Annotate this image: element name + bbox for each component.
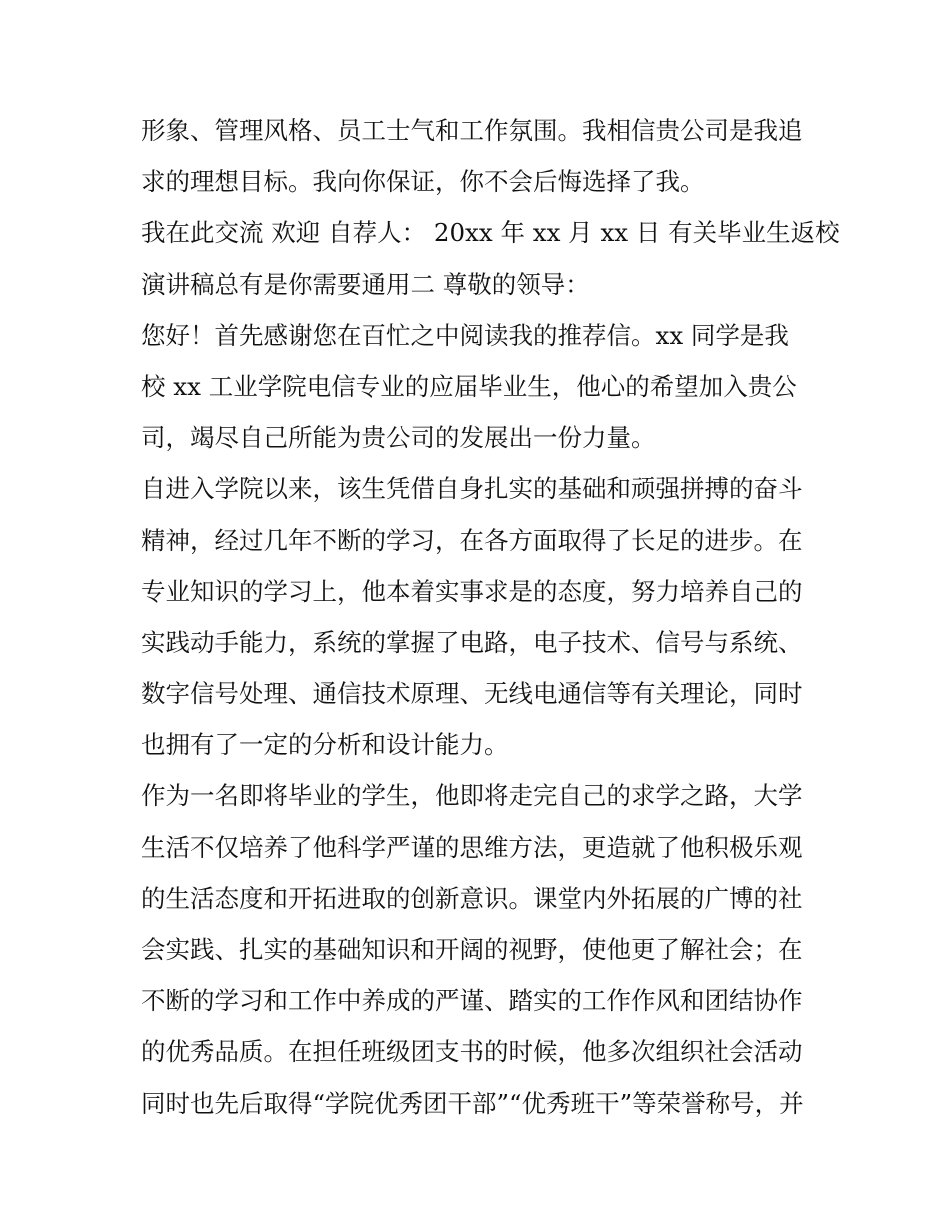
text-line: 专业知识的学习上，他本着实事求是的态度，努力培养自己的: [141, 576, 803, 606]
text-line: 精神，经过几年不断的学习，在各方面取得了长足的进步。在: [141, 525, 803, 555]
text-line: 不断的学习和工作中养成的严谨、踏实的工作作风和团结协作: [141, 986, 803, 1016]
text-line: 的生活态度和开拓进取的创新意识。课堂内外拓展的广博的社: [141, 883, 803, 913]
text-line: 会实践、扎实的基础知识和开阔的视野，使他更了解社会；在: [141, 935, 803, 964]
text-line: 我在此交流 欢迎 自荐人： 20xx 年 xx 月 xx 日 有关毕业生返校: [141, 218, 840, 248]
text-line: 您好！首先感谢您在百忙之中阅读我的推荐信。xx 同学是我: [141, 320, 789, 350]
text-line: 生活不仅培养了他科学严谨的思维方法，更造就了他积极乐观: [141, 832, 803, 862]
text-line: 同时也先后取得“学院优秀团干部”“优秀班干”等荣誉称号，并: [141, 1088, 804, 1118]
text-line: 作为一名即将毕业的学生，他即将走完自己的求学之路，大学: [141, 781, 803, 811]
text-line: 司，竭尽自己所能为贵公司的发展出一份力量。: [141, 423, 656, 453]
text-line: 求的理想目标。我向你保证，你不会后悔选择了我。: [141, 167, 705, 197]
text-line: 数字信号处理、通信技术原理、无线电通信等有关理论，同时: [141, 679, 803, 709]
text-line: 的优秀品质。在担任班级团支书的时候，他多次组织社会活动: [141, 1037, 803, 1067]
text-line: 也拥有了一定的分析和设计能力。: [141, 730, 509, 760]
text-line: 实践动手能力，系统的掌握了电路，电子技术、信号与系统、: [141, 627, 803, 657]
text-line: 校 xx 工业学院电信专业的应届毕业生，他心的希望加入贵公: [141, 371, 797, 401]
text-line: 形象、管理风格、员工士气和工作氛围。我相信贵公司是我追: [141, 116, 803, 145]
text-line: 演讲稿总有是你需要通用二 尊敬的领导：: [141, 269, 590, 299]
document-body: [141, 105, 840, 1129]
text-line: 自进入学院以来，该生凭借自身扎实的基础和顽强拼搏的奋斗: [141, 474, 803, 504]
